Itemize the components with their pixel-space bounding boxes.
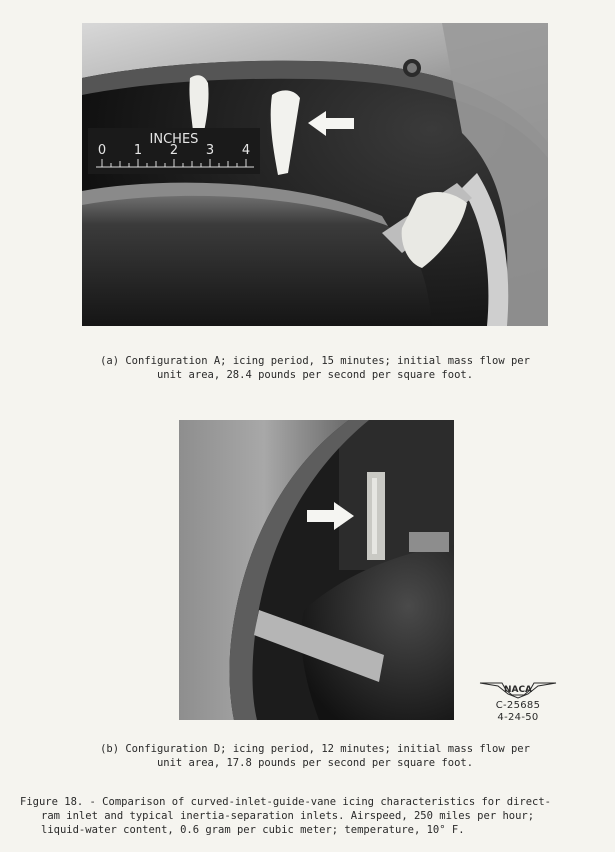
naca-wing-logo — [478, 678, 558, 700]
ruler-number-3: 3 — [205, 143, 215, 158]
figure-caption-line-2: ram inlet and typical inertia-separation inlets. Airspeed, 250 miles per hour; — [41, 810, 535, 822]
ruler-number-2: 2 — [169, 143, 179, 158]
photo-configuration-d — [179, 420, 454, 720]
naca-logo-text: NACA — [503, 685, 533, 695]
inch-ruler — [88, 128, 260, 174]
figure-caption-line-3: liquid-water content, 0.6 gram per cubic meter; temperature, 10° F. — [41, 824, 465, 836]
figure-caption — [20, 795, 600, 837]
photo-caption-b: (b) Configuration D; icing period, 12 minutes; initial mass flow per unit area, 17.8 pounds per second per square foot. — [100, 743, 530, 769]
naca-stamp — [478, 678, 558, 724]
photo-caption-a: (a) Configuration A; icing period, 15 minutes; initial mass flow per unit area, 28.4 pounds per second per square foot. — [100, 355, 530, 381]
photo-code: C-25685 — [495, 700, 541, 711]
ruler-number-4: 4 — [241, 143, 251, 158]
photo-date: 4-24-50 — [497, 712, 539, 723]
ruler-number-0: 0 — [97, 143, 107, 158]
photo-configuration-a — [82, 23, 548, 326]
figure-caption-line-1: Figure 18. - Comparison of curved-inlet-guide-vane icing characteristics for direct- — [20, 796, 552, 808]
ruler-number-1: 1 — [133, 143, 143, 158]
ruler-label: INCHES — [149, 132, 199, 147]
